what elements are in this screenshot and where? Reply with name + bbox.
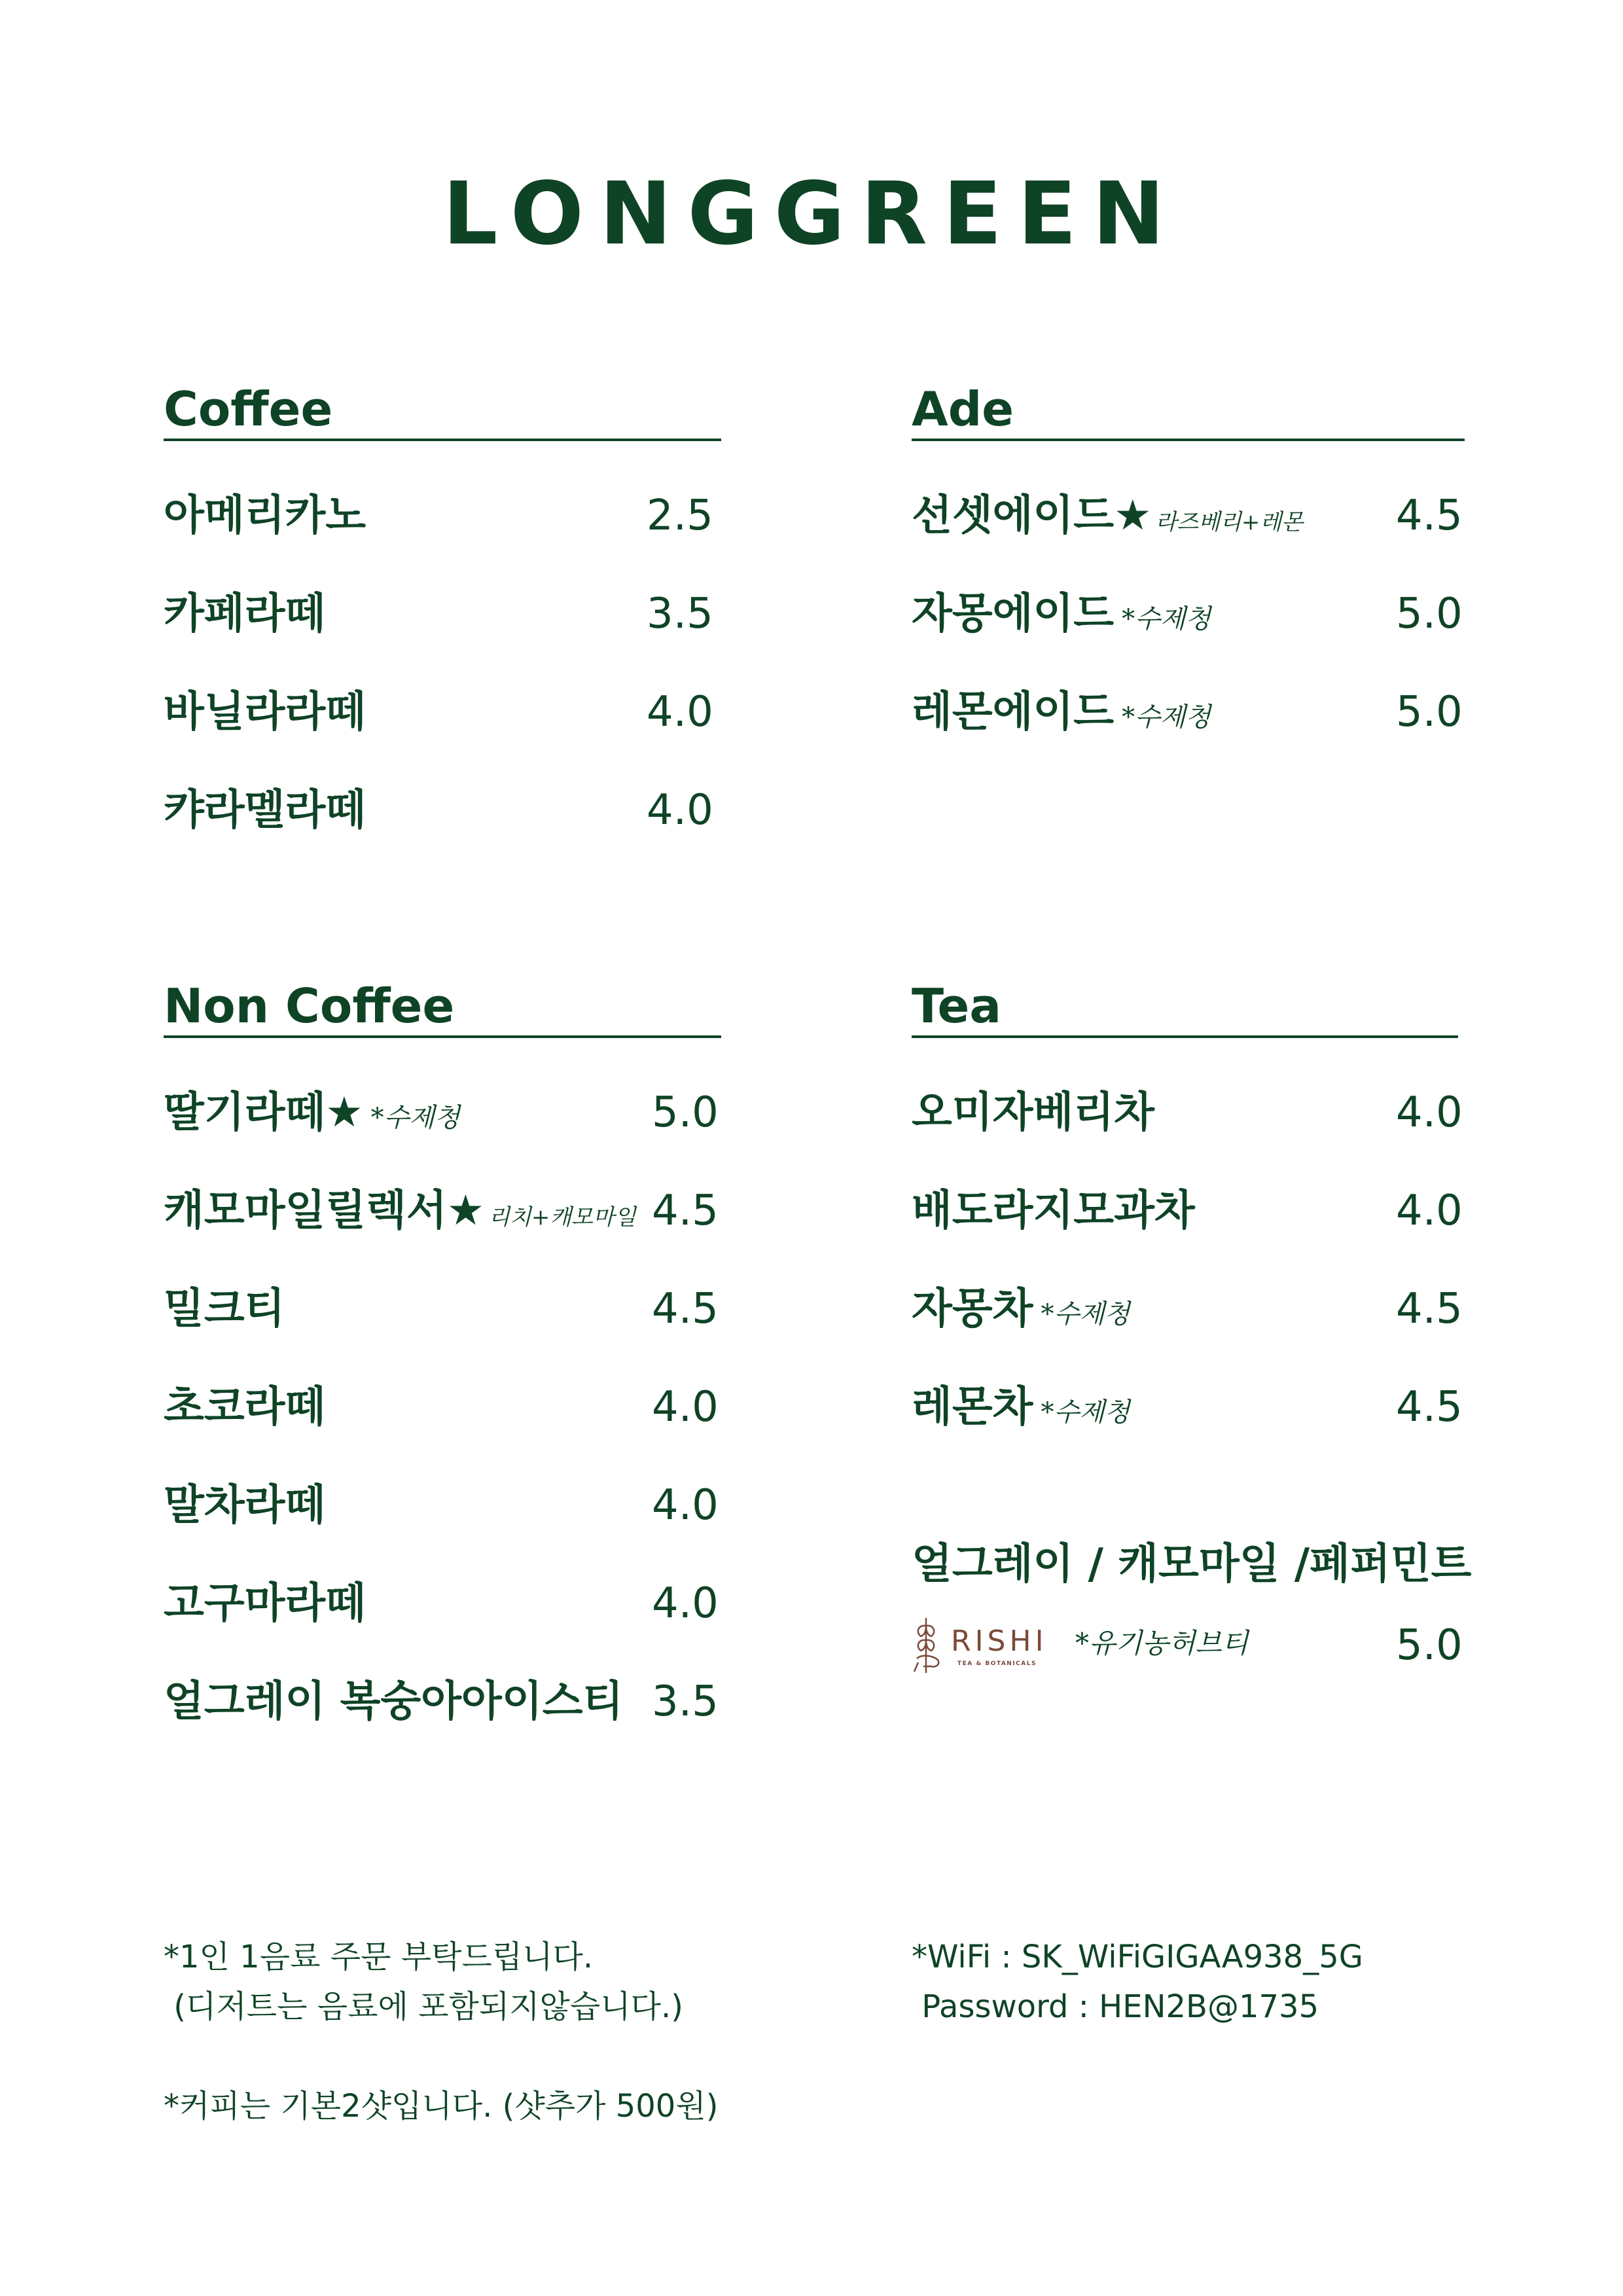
leaf-hand-icon bbox=[914, 1618, 938, 1673]
menu-item bbox=[912, 490, 1465, 542]
item-price: 5.0 bbox=[1396, 688, 1463, 736]
menu-item bbox=[164, 1185, 721, 1237]
menu-item bbox=[164, 490, 721, 542]
item-name: 자몽에이드 *수제청 bbox=[912, 590, 1211, 638]
non-coffee-section bbox=[164, 977, 721, 1726]
item-price: 5.0 bbox=[652, 1088, 719, 1137]
tea-section bbox=[912, 977, 1472, 1670]
item-name: 선셋에이드★ 라즈베리+레몬 bbox=[912, 492, 1304, 540]
item-price: 4.0 bbox=[647, 786, 713, 834]
non-coffee-title: Non Coffee bbox=[164, 977, 721, 1038]
item-name: 고구마라떼 bbox=[164, 1579, 366, 1628]
menu-item bbox=[164, 784, 721, 836]
coffee-title: Coffee bbox=[164, 380, 721, 441]
footer-note-shot: *커피는 기본2샷입니다. (샷추가 500원) bbox=[164, 2088, 719, 2125]
coffee-section bbox=[164, 380, 721, 834]
menu-item bbox=[164, 1283, 721, 1335]
item-name: 초코라떼 bbox=[164, 1383, 326, 1431]
menu-item bbox=[164, 1479, 721, 1532]
ade-section bbox=[912, 380, 1465, 736]
footer-note-order: *1인 1음료 주문 부탁드립니다. bbox=[164, 1939, 594, 1975]
menu-item bbox=[164, 1086, 721, 1139]
ade-title: Ade bbox=[912, 380, 1465, 441]
item-name: 얼그레이 복숭아아이스티 bbox=[164, 1677, 624, 1726]
item-name: 아메리카노 bbox=[164, 492, 366, 540]
item-note: *수제청 bbox=[1122, 604, 1211, 634]
item-price: 4.0 bbox=[652, 1481, 719, 1530]
item-price: 3.5 bbox=[652, 1677, 719, 1726]
menu-item bbox=[164, 588, 721, 640]
item-price: 4.0 bbox=[652, 1383, 719, 1431]
item-name: 레몬차 *수제청 bbox=[912, 1383, 1130, 1431]
menu-item bbox=[912, 1381, 1463, 1433]
item-note: 리치+캐모마일 bbox=[488, 1204, 636, 1230]
menu-item bbox=[912, 1086, 1463, 1139]
item-name: 배도라지모과차 bbox=[912, 1187, 1195, 1235]
item-price: 4.5 bbox=[1396, 1383, 1463, 1431]
tea-title: Tea bbox=[912, 977, 1458, 1038]
item-price: 2.5 bbox=[647, 492, 713, 540]
item-note: *수제청 bbox=[370, 1103, 460, 1133]
item-note: *수제청 bbox=[1041, 1299, 1130, 1329]
rishi-logo bbox=[912, 1613, 1062, 1678]
menu-item bbox=[164, 1577, 721, 1630]
wifi-password: Password : HEN2B@1735 bbox=[912, 1988, 1319, 2025]
item-price: 4.5 bbox=[652, 1285, 719, 1333]
item-price: 5.0 bbox=[1396, 590, 1463, 638]
footer-note-dessert: (디저트는 음료에 포함되지않습니다.) bbox=[164, 1988, 684, 2025]
brand-title: LONGGREEN bbox=[442, 164, 1181, 264]
menu-item bbox=[912, 1185, 1463, 1237]
item-price: 4.0 bbox=[652, 1579, 719, 1628]
item-price: 4.0 bbox=[1396, 1187, 1463, 1235]
item-note: *유기농허브티 bbox=[1075, 1627, 1249, 1659]
menu-item bbox=[164, 1676, 721, 1728]
item-price: 4.5 bbox=[652, 1187, 719, 1235]
menu-item bbox=[912, 686, 1465, 738]
item-name: 얼그레이 / 캐모마일 /페퍼민트 bbox=[912, 1540, 1472, 1588]
item-price: 4.0 bbox=[647, 688, 713, 736]
item-name: 캬라멜라떼 bbox=[164, 786, 366, 834]
item-name: 바닐라라떼 bbox=[164, 688, 366, 736]
item-name: 밀크티 bbox=[164, 1285, 285, 1333]
item-price: 4.5 bbox=[1396, 1285, 1463, 1333]
item-price: 5.0 bbox=[1396, 1621, 1463, 1670]
item-note: *수제청 bbox=[1041, 1397, 1130, 1427]
item-name: 레몬에이드 *수제청 bbox=[912, 688, 1211, 736]
item-name: 캐모마일릴렉서★ 리치+캐모마일 bbox=[164, 1187, 636, 1235]
wifi-ssid: *WiFi : SK_WiFiGIGAA938_5G bbox=[912, 1939, 1363, 1975]
item-price: 3.5 bbox=[647, 590, 713, 638]
menu-item bbox=[164, 1381, 721, 1433]
item-price: 4.0 bbox=[1396, 1088, 1463, 1137]
item-name: 자몽차 *수제청 bbox=[912, 1285, 1130, 1333]
item-name: 카페라떼 bbox=[164, 590, 326, 638]
menu-item bbox=[164, 686, 721, 738]
item-note: *수제청 bbox=[1122, 702, 1211, 732]
menu-item bbox=[912, 588, 1465, 640]
item-name: 말차라떼 bbox=[164, 1481, 326, 1530]
item-name: 딸기라떼★ *수제청 bbox=[164, 1088, 460, 1137]
rishi-logo-subtext: TEA & BOTANICALS bbox=[957, 1660, 1037, 1667]
menu-item bbox=[912, 1283, 1463, 1335]
rishi-logo-text: RISHI bbox=[951, 1624, 1048, 1658]
item-note: 라즈베리+레몬 bbox=[1155, 509, 1304, 535]
special-tea-row bbox=[912, 1613, 1463, 1678]
item-name: 오미자베리차 bbox=[912, 1088, 1154, 1137]
special-tea-name bbox=[912, 1538, 1472, 1590]
item-price: 4.5 bbox=[1396, 492, 1463, 540]
